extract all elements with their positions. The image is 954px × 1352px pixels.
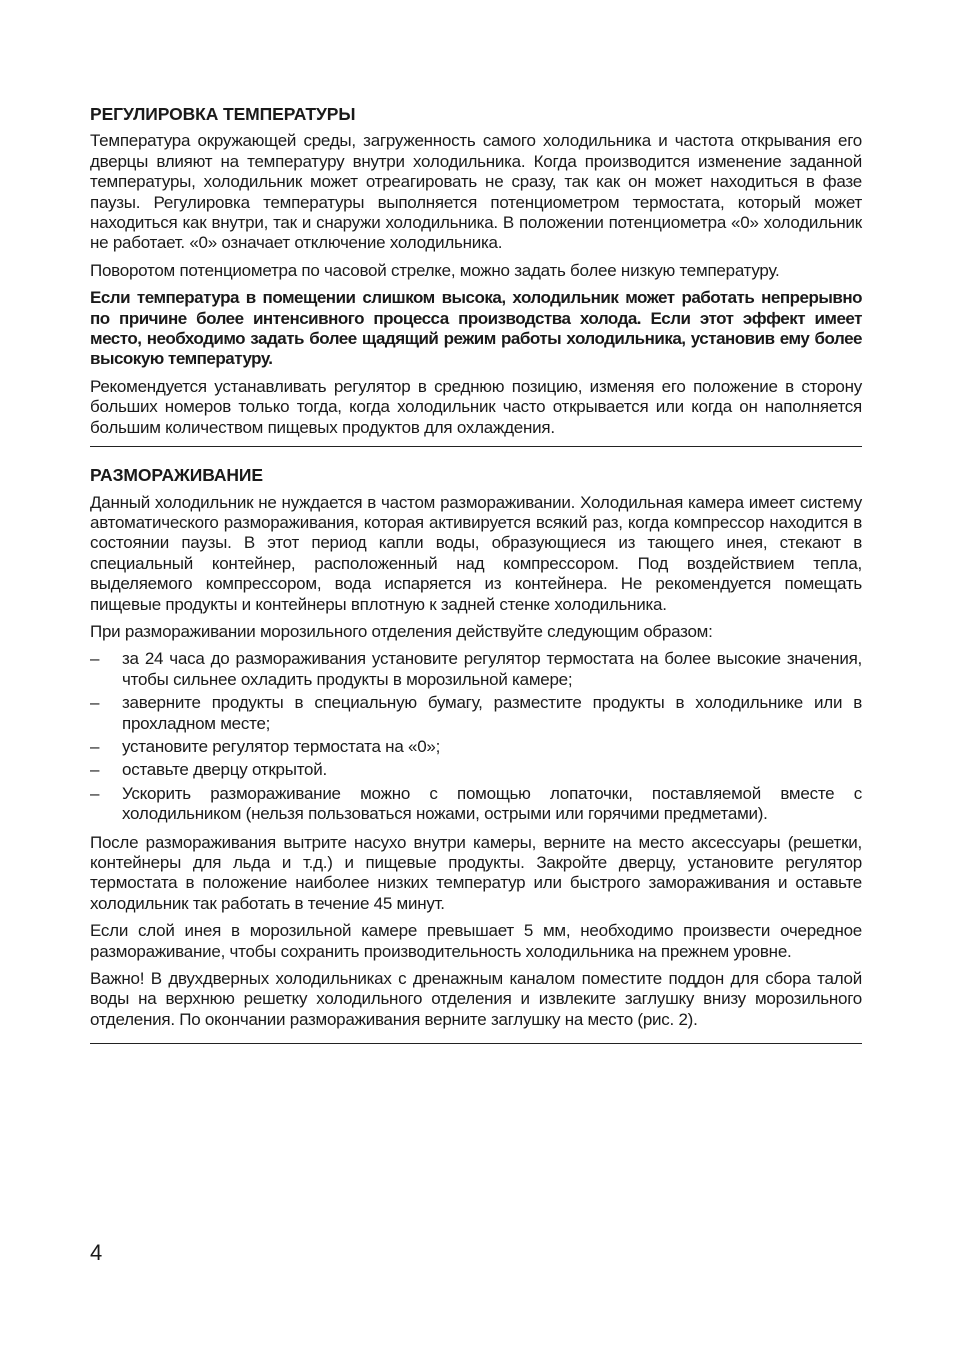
list-item-text: установите регулятор термостата на «0»; bbox=[122, 736, 441, 756]
document-body bbox=[90, 104, 862, 1044]
list-item-text: заверните продукты в специальную бумагу, разместите продукты в холодильнике или в прохладном месте; bbox=[122, 693, 862, 733]
dash-marker: – bbox=[90, 649, 100, 669]
list-item bbox=[90, 760, 862, 780]
section-heading-defrosting: РАЗМОРАЖИВАНИЕ bbox=[90, 465, 263, 486]
list-item bbox=[90, 737, 862, 757]
dash-marker: – bbox=[90, 736, 100, 756]
list-item-text: Ускорить размораживание можно с помощью лопаточки, поставляемой вместе с холодильником (нельзя пользоваться ножами, острыми или горячими предметами). bbox=[122, 783, 862, 824]
dash-marker: – bbox=[90, 783, 100, 803]
paragraph: Важно! В двухдверных холодильниках с дренажным каналом поместите поддон для сбора талой воды на верхнюю решетку холодильного отделения и извлеките заглушку внизу морозильного отделения. По окончании размораживания верните заглушку на место (рис. 2). bbox=[90, 969, 862, 1029]
paragraph: При размораживании морозильного отделения действуйте следующим образом: bbox=[90, 621, 713, 641]
list-item-text: за 24 часа до размораживания установите регулятор термостата на более высокие значения, чтобы сильнее охладить продукты в морозильной камере; bbox=[122, 649, 862, 689]
paragraph: Поворотом потенциометра по часовой стрелке, можно задать более низкую температуру. bbox=[90, 260, 780, 280]
paragraph: Данный холодильник не нуждается в частом размораживании. Холодильная камера имеет систему автоматического размораживания, которая активируется всякий раз, когда компрессор находится в состоянии паузы. В этот период капли воды, образующиеся из тающего инея, стекают в специальный контейнер, расположенный над компрессором. Под воздействием тепла, выделяемого компрессором, вода испаряется из контейнера. Не рекомендуется помещать пищевые продукты и контейнеры вплотную к задней стенке холодильника. bbox=[90, 492, 862, 614]
dash-marker: – bbox=[90, 760, 100, 780]
paragraph: Температура окружающей среды, загруженность самого холодильника и частота открывания его дверцы влияют на температуру внутри холодильника. Когда производится изменение заданной температуры, холодильник может отреагировать не сразу, так как он может находиться в фазе паузы. Регулировка температуры выполняется потенциометром термостата, который может находиться как внутри, так и снаружи холодильника. В положении потенциометра «0» холодильник не работает. «0» означает отключение холодильника. bbox=[90, 131, 862, 253]
list-item bbox=[90, 784, 862, 825]
dash-marker: – bbox=[90, 693, 100, 713]
paragraph: Если слой инея в морозильной камере превышает 5 мм, необходимо произвести очередное размораживание, чтобы сохранить производительность холодильника на прежнем уровне. bbox=[90, 921, 862, 961]
list-item-text: оставьте дверцу открытой. bbox=[122, 760, 327, 780]
paragraph: Рекомендуется устанавливать регулятор в среднюю позицию, изменяя его положение в сторону больших номеров только тогда, когда холодильник часто открывается или когда он наполняется большим количеством пищевых продуктов для охлаждения. bbox=[90, 376, 862, 437]
section-divider bbox=[90, 446, 862, 447]
section-divider bbox=[90, 1043, 862, 1044]
warning-paragraph: Если температура в помещении слишком высока, холодильник может работать непрерывно по причине более интенсивного процесса производства холода. Если этот эффект имеет место, необходимо задать более щадящий режим работы холодильника, установив ему более высокую температуру. bbox=[90, 288, 862, 369]
list-item bbox=[90, 649, 862, 690]
section-heading-temperature: РЕГУЛИРОВКА ТЕМПЕРАТУРЫ bbox=[90, 104, 356, 124]
page-number: 4 bbox=[90, 1240, 103, 1265]
defrost-steps-list bbox=[90, 649, 862, 824]
list-item bbox=[90, 693, 862, 734]
paragraph: После размораживания вытрите насухо внутри камеры, верните на место аксессуары (решетки, контейнеры для льда и т.д.) и пищевые продукты. Закройте дверцу, установите регулятор термостата в положение наиболее низких температур или быстрого замораживания и оставьте холодильник так работать в течение 45 минут. bbox=[90, 832, 862, 913]
